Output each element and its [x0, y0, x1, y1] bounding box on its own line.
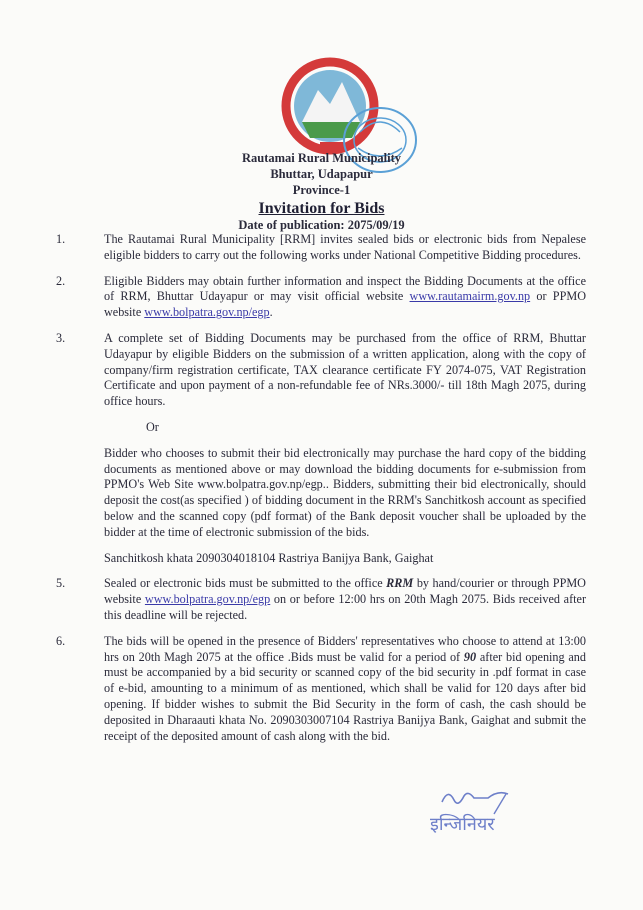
ppmo-website-link[interactable]: www.bolpatra.gov.np/egp	[144, 305, 270, 320]
item-text-part: or PPMO website	[104, 289, 586, 320]
item-text-part: Eligible Bidders may obtain further information and inspect the Bidding Documents at the office of RRM, Bhuttar Udayapur or may visit official website	[104, 273, 586, 304]
province: Province-1	[292, 183, 351, 197]
item-number: 1.	[56, 232, 66, 246]
list-item	[56, 576, 586, 623]
signature-stamp-icon	[428, 786, 548, 836]
item-number: 2.	[56, 273, 66, 288]
list-item	[56, 274, 586, 321]
item-text	[104, 274, 586, 321]
letter-header	[0, 150, 643, 233]
item-text-part: The bids will be opened in the presence of Bidders' representatives who choose to attend at 13:00 hrs on 20th Magh 2075 at the office .Bids must be valid for a period of	[104, 633, 586, 664]
publication-date: Date of publication: 2075/09/19	[238, 218, 405, 232]
address: Bhuttar, Udapapur	[270, 167, 373, 181]
item-text	[104, 634, 586, 745]
item-text-part: by hand/courier or through PPMO website	[104, 576, 586, 607]
item-text	[104, 576, 586, 623]
item-number: 5.	[56, 576, 66, 591]
list-item	[56, 634, 586, 745]
item-number: 3.	[56, 330, 66, 345]
validity-days-emphasis: 90	[463, 649, 477, 664]
item-text-part: .	[269, 305, 273, 320]
item-text-part: after bid opening and must be accompanied by a bid security or scanned copy of the bid security in .pdf format in case of e-bid, amounting to a minimum of as mentioned, which shall be valid for 120 days after bid opening. If bidder wishes to submit the Bid Security in the form of cash, the cash should be deposited in Dharaauti khata No. 2090303007104 Rastriya Banijya Bank, Gaighat and submit the receipt of the deposited amount of cash along with the bid.	[104, 649, 586, 743]
paragraph-text-part: .. Bidders, submitting their bid electronically, should deposit the cost(as specified ) of bidding document in the RRM's Sanchitkosh account as specified below and the scanned copy (pdf format) of the Bank deposit voucher shall be uploaded by the bidder at the time of electronic submission of the bids.	[104, 477, 587, 539]
list-item	[56, 232, 586, 264]
list-item	[56, 331, 586, 410]
document-title: Invitation for Bids	[258, 200, 385, 217]
rautamai-website-link[interactable]: www.rautamairm.gov.np	[409, 289, 531, 304]
item-number: 6.	[56, 633, 66, 648]
paragraph-text-part: Bidder who chooses to submit their bid electronically may purchase the hard copy of the bidding documents as mentioned above or may download the bidding documents for e-submission from PPMO's Web Site	[104, 445, 586, 492]
bolpatra-link[interactable]: www.bolpatra.gov.np/egp	[144, 592, 271, 607]
municipality-name: Rautamai Rural Municipality	[241, 151, 402, 165]
item-text: A complete set of Bidding Documents may be purchased from the office of RRM, Bhuttar Udayapur by eligible Bidders on the submission of a written application, along with the copy of company/firm registration certificate, TAX clearance certificate FY 2074-075, VAT Registration Certificate and upon payment of a non-refundable fee of NRs.3000/- till 18th Magh 2075, during office hours.	[104, 330, 586, 409]
electronic-bid-paragraph	[56, 446, 586, 541]
item-text: The Rautamai Rural Municipality [RRM] invites sealed bids or electronic bids from Nepalese eligible bidders to carry out the following works under National Competitive Bidding procedures.	[104, 232, 586, 262]
signature-text: इन्जिनियर	[430, 814, 495, 835]
bolpatra-link[interactable]: www.bolpatra.gov.np/egp	[197, 477, 323, 492]
or-separator: Or	[146, 419, 159, 434]
office-emphasis: RRM	[386, 576, 414, 591]
document-body	[56, 232, 586, 754]
item-text-part: Sealed or electronic bids must be submitted to the office	[104, 576, 387, 591]
item-text-part: on or before 12:00 hrs on 20th Magh 2075. Bids received after this deadline will be rejected.	[104, 592, 586, 622]
sanchitkosh-account: Sanchitkosh khata 2090304018104 Rastriya Banijya Bank, Gaighat	[104, 550, 434, 565]
